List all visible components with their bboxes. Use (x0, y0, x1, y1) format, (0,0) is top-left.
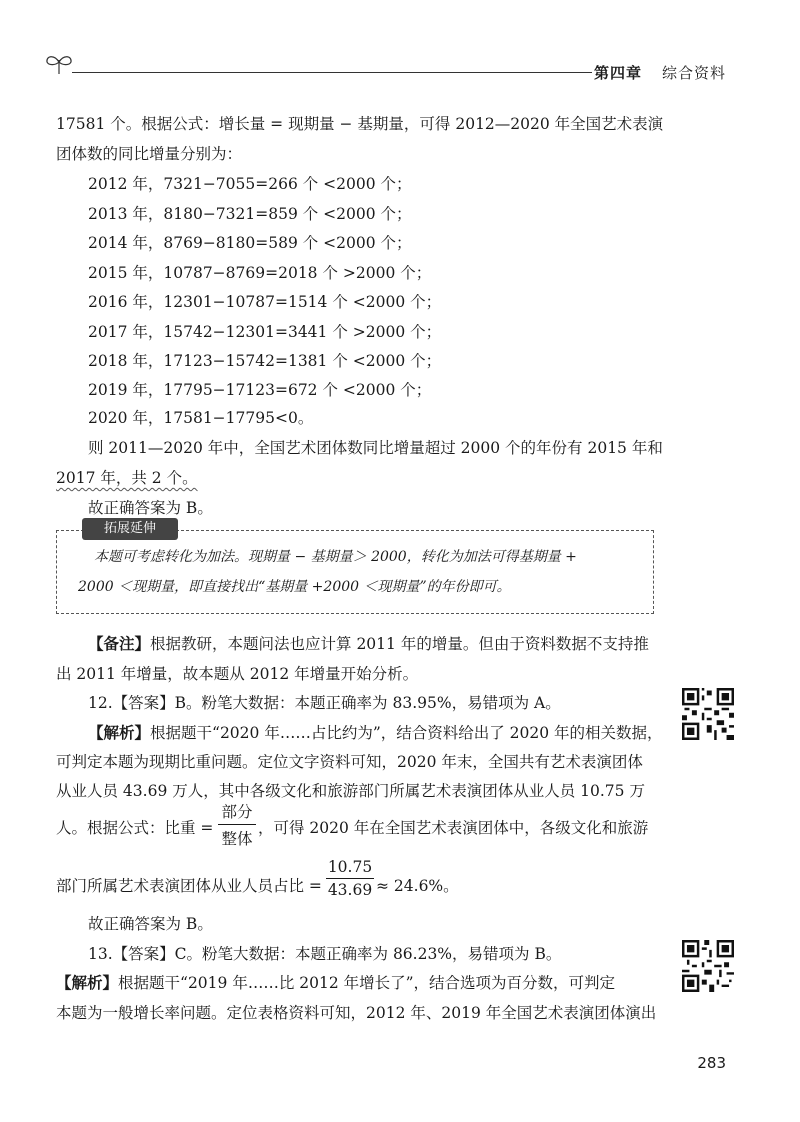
intro-line-2: 团体数的同比增量分别为： (56, 145, 243, 163)
calc-line: 2012 年，7321−7055=266 个 <2000 个； (88, 175, 412, 193)
conclusion-line-1: 则 2011—2020 年中，全国艺术团体数同比增量超过 2000 个的年份有 2015 年和 (88, 439, 663, 457)
q12-answer: 故正确答案为 B。 (88, 915, 213, 933)
calc-line: 2016 年，12301−10787=1514 个 <2000 个； (88, 293, 442, 311)
fraction-bar (218, 824, 256, 825)
remark-line-2: 出 2011 年增量，故本题从 2012 年增量开始分析。 (56, 665, 419, 683)
sprout-icon (44, 50, 74, 76)
fraction-bar (326, 878, 374, 879)
intro-line-1: 17581 个。根据公式：增长量 = 现期量 − 基期量，可得 2012—2020 年全国艺术表演 (56, 115, 664, 133)
chapter-title: 综合资料 (661, 64, 726, 82)
analysis-text: 根据题干“2020 年……占比约为”，结合资料给出了 2020 年的相关数据， (150, 724, 663, 742)
analysis-tag: 【解析】 (56, 974, 119, 992)
note-label: 拓展延伸 (82, 518, 178, 540)
q13-analysis-line-2: 本题为一般增长率问题。定位表格资料可知，2012 年、2019 年全国艺术表演团体演出 (56, 1004, 657, 1022)
analysis-text: 根据题干“2019 年……比 2012 年增长了”，结合选项为百分数，可判定 (118, 974, 616, 992)
chapter-number: 第四章 (593, 64, 642, 82)
q13-analysis-line-1 (56, 971, 615, 993)
q12-answer-line: 12.【答案】B。粉笔大数据：本题正确率为 83.95%，易错项为 A。 (88, 694, 561, 712)
q12-analysis-line-2: 可判定本题为现期比重问题。定位文字资料可知，2020 年末，全国共有艺术表演团体 (56, 753, 643, 771)
q12-ratio-result: ≈ 24.6%。 (376, 877, 459, 895)
fraction-denominator: 43.69 (327, 881, 373, 899)
q12-analysis-line-3: 从业人员 43.69 万人，其中各级文化和旅游部门所属艺术表演团体从业人员 10.75 万 (56, 782, 645, 800)
qr-code-icon[interactable] (682, 940, 734, 992)
fraction-ratio (326, 858, 374, 899)
calc-line: 2013 年，8180−7321=859 个 <2000 个； (88, 205, 412, 223)
calc-line: 2014 年，8769−8180=589 个 <2000 个； (88, 234, 412, 252)
q12-formula-tail: ，可得 2020 年在全国艺术表演团体中，各级文化和旅游 (258, 819, 649, 837)
fraction-denominator: 整体 (221, 830, 253, 848)
header-rule (72, 72, 592, 73)
q12-formula-lead: 人。根据公式：比重 = (56, 819, 214, 837)
remark-tag: 【备注】 (88, 635, 151, 653)
calc-line: 2018 年，17123−15742=1381 个 <2000 个； (88, 352, 442, 370)
conclusion-line-2: 2017 年，共 2 个。 (56, 469, 198, 487)
q12-ratio-lead: 部门所属艺术表演团体从业人员占比 = (56, 877, 322, 895)
calc-line: 2020 年，17581−17795<0。 (88, 409, 314, 427)
q13-answer-line: 13.【答案】C。粉笔大数据：本题正确率为 86.23%，易错项为 B。 (88, 945, 562, 963)
page-number: 283 (697, 1054, 726, 1072)
answer-line: 故正确答案为 B。 (88, 499, 213, 517)
note-line-2: 2000 ＜现期量，即直接找出“基期量 +2000 ＜现期量”的年份即可。 (78, 579, 511, 595)
remark-line-1 (88, 632, 649, 654)
fraction-numerator: 10.75 (327, 858, 373, 876)
qr-code-icon[interactable] (682, 688, 734, 740)
calc-line: 2019 年，17795−17123=672 个 <2000 个； (88, 381, 432, 399)
analysis-tag: 【解析】 (88, 724, 151, 742)
page-header (0, 0, 800, 90)
fraction-part-whole (218, 800, 256, 849)
note-box (56, 530, 654, 614)
fraction-numerator: 部分 (221, 803, 253, 821)
q12-analysis-line-1 (88, 721, 663, 743)
chapter-heading (594, 62, 726, 83)
remark-text: 根据教研，本题问法也应计算 2011 年的增量。但由于资料数据不支持推 (150, 635, 649, 653)
calc-line: 2015 年，10787−8769=2018 个 >2000 个； (88, 264, 432, 282)
note-line-1: 本题可考虑转化为加法。现期量 − 基期量＞ 2000，转化为加法可得基期量 + (94, 549, 577, 565)
calc-line: 2017 年，15742−12301=3441 个 >2000 个； (88, 323, 442, 341)
